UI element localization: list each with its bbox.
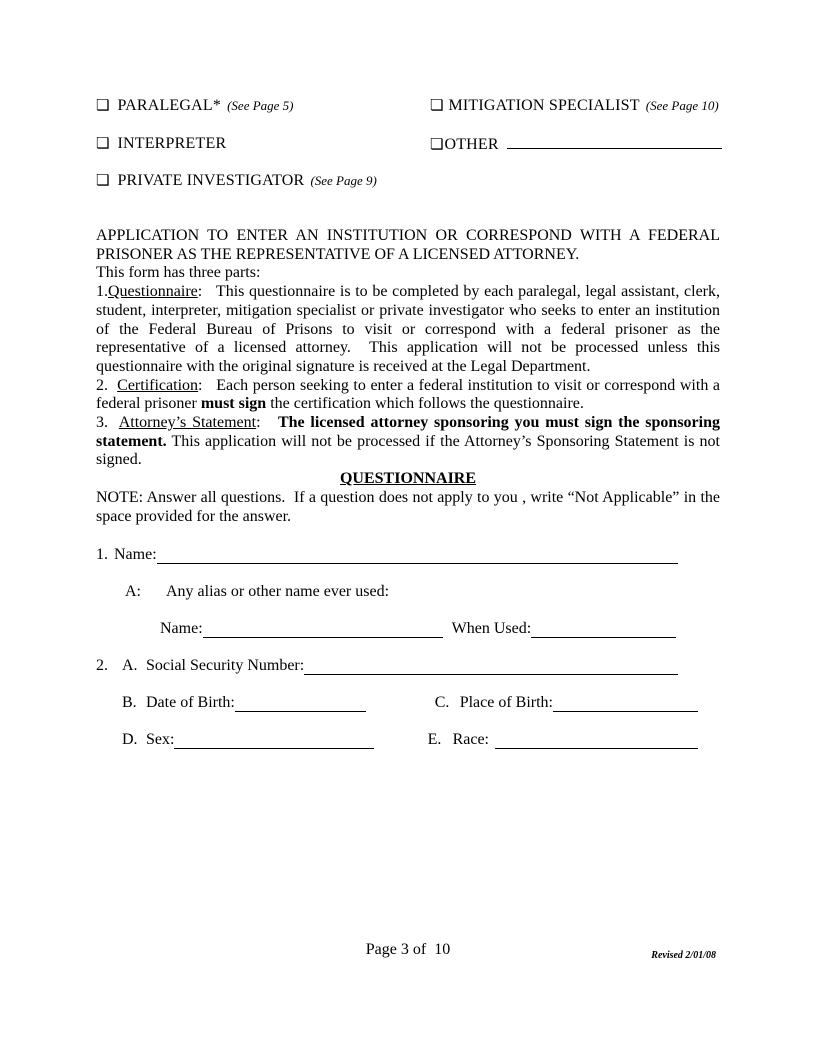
part2-end: the certification which follows the questionnaire. [266,395,584,413]
role-option-paralegal [96,96,294,116]
page-number: Page 3 of 10 [365,941,451,958]
q2a-ssn-label: Social Security Number: [146,656,305,674]
revision-date: Revised 2/01/08 [651,950,716,961]
part3-bold-statement: The licensed attorney sponsoring you must sign the sponsoring statement. [96,414,720,450]
application-title: APPLICATION TO ENTER AN INSTITUTION OR CORRESPOND WITH A FEDERAL PRISONER AS THE REPRESENTATIVE OF A LICENSED ATTORNEY. [96,227,720,263]
q2-number: 2. [96,656,108,674]
role-label-mitigation-specialist: MITIGATION SPECIALIST [448,97,640,114]
part3-attorney-statement-paragraph [96,414,720,470]
q1a-alias-question-row [96,582,720,601]
q2d-sex-label: Sex: [146,730,175,748]
form-body [96,227,720,749]
q1-name-blank[interactable] [157,546,678,564]
part1-body: : This questionnaire is to be completed by each paralegal, legal assistant, clerk, student, interpreter, mitigation specialist or private investigator who seeks to enter an institution of the Federal Bureau of Prisons to visit or correspond with a federal prisoner as the representative of a licensed attorney. This application will not be processed unless this questionnaire with the original signature is received at the Legal Department. [96,283,720,375]
part2-certification-paragraph [96,377,720,414]
part3-number: 3. [96,414,119,432]
part1-number: 1. [96,283,108,301]
part2-number: 2. [96,376,118,394]
role-option-mitigation-specialist [430,96,719,116]
role-label-interpreter: INTERPRETER [117,135,227,152]
role-label-paralegal: PARALEGAL* [117,97,222,114]
q2b-letter: B. [122,693,137,711]
role-label-other: OTHER [444,136,499,153]
other-write-in-blank[interactable] [507,134,722,149]
q2c-letter: C. [434,693,450,711]
checkbox-icon[interactable]: ❏ [96,171,110,189]
q2c-pob-label: Place of Birth: [459,693,553,711]
part1-questionnaire-paragraph [96,283,720,377]
part3-end: This application will not be processed if the Attorney’s Sponsoring Statement is not signed. [96,432,720,469]
q1a-letter: A: [125,582,141,600]
q2a-letter: A. [122,656,138,674]
role-note-mitigation-specialist: (See Page 10) [645,98,719,113]
q2d-letter: D. [122,730,138,748]
part2-term: Certification [117,376,199,394]
q2e-race-label: Race: [452,730,489,748]
questionnaire-heading: QUESTIONNAIRE [339,470,477,488]
checkbox-icon[interactable]: ❏ [96,134,110,152]
q2e-race-blank[interactable] [495,731,698,749]
checkbox-icon[interactable]: ❏ [430,96,444,114]
role-option-private-investigator [96,171,377,191]
q1-name-row [96,545,720,564]
q1-name-label: Name: [114,545,157,563]
q2d-sex-blank[interactable] [174,731,374,749]
role-option-other [430,134,722,155]
role-note-private-investigator: (See Page 9) [310,173,377,188]
q1a-alias-name-blank[interactable] [203,620,443,638]
q1a-question-text: Any alias or other name ever used: [166,582,390,600]
q2e-letter: E. [427,730,442,748]
q2a-ssn-row [96,656,720,675]
checkbox-icon[interactable]: ❏ [430,135,444,153]
role-label-private-investigator: PRIVATE INVESTIGATOR [117,172,305,189]
note-paragraph: NOTE: Answer all questions. If a question does not apply to you , write “Not Applicable” in the space provided for the answer. [96,488,720,525]
part1-term: Questionnaire [108,283,198,301]
q2bc-row [96,693,720,712]
q1a-when-used-label: When Used: [451,619,532,637]
part3-separator: : [256,414,278,432]
q2c-pob-blank[interactable] [553,694,698,712]
q1a-when-used-blank[interactable] [531,620,676,638]
part2-mid: : Each person seeking to enter a federal institution to visit or correspond with a federal prisoner [96,376,721,413]
q1-number: 1. [96,545,108,563]
q2b-dob-blank[interactable] [235,694,366,712]
part2-bold-must-sign: must sign [200,395,267,413]
q2de-row [96,730,720,749]
role-option-interpreter [96,134,226,154]
role-note-paralegal: (See Page 5) [227,98,294,113]
part3-term: Attorney’s Statement [118,414,257,432]
q2a-ssn-blank[interactable] [304,657,678,675]
q1a-alias-name-label: Name: [160,619,203,637]
q1a-alias-fields-row [96,619,720,638]
checkbox-icon[interactable]: ❏ [96,96,110,114]
q2b-dob-label: Date of Birth: [146,693,235,711]
parts-intro: This form has three parts: [96,264,261,282]
